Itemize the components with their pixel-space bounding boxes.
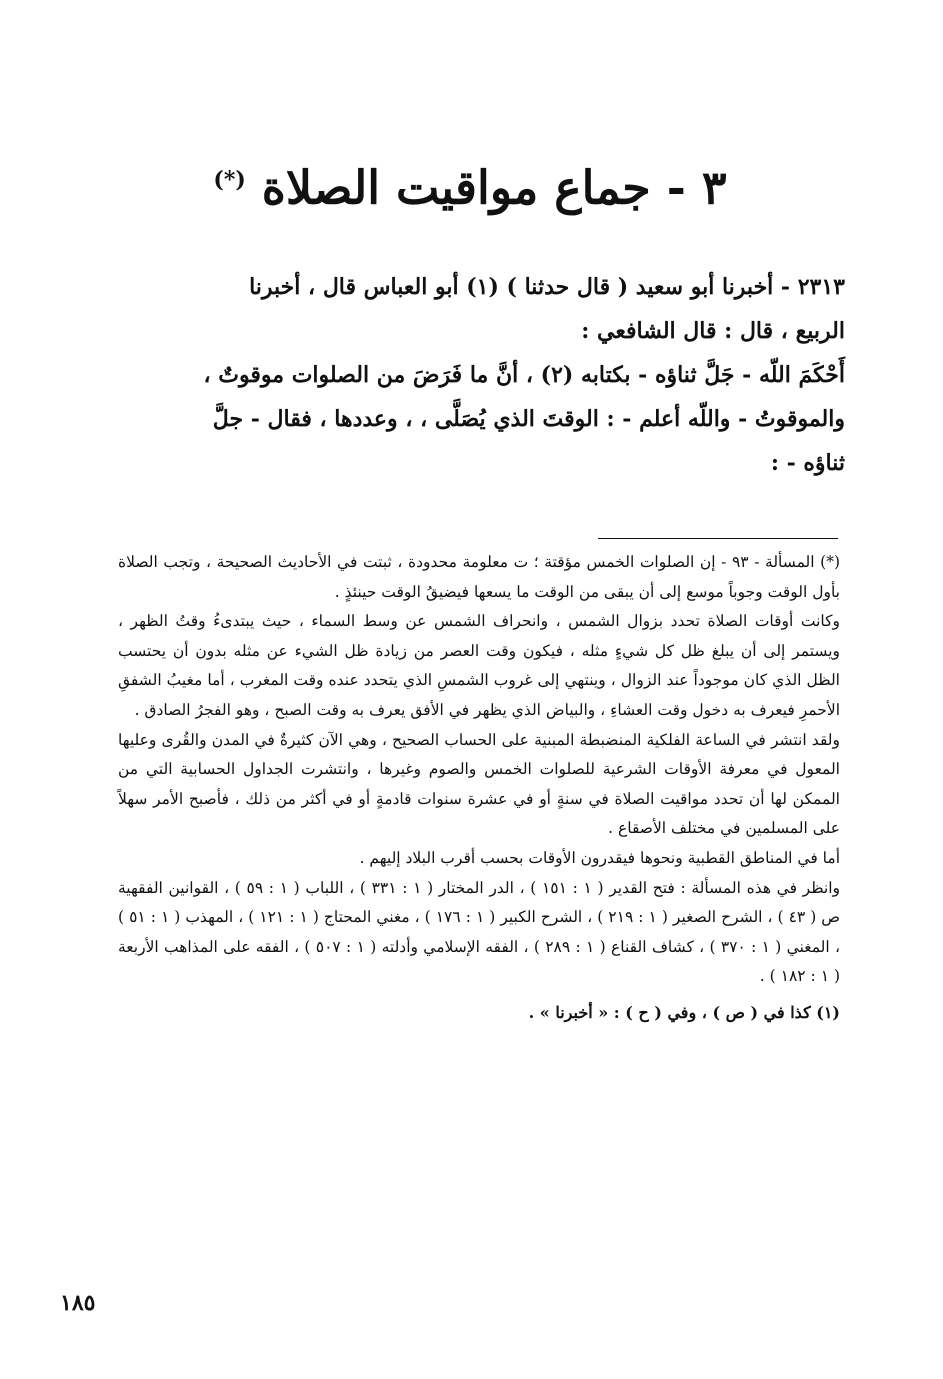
main-line-5: ثناؤه - : xyxy=(770,450,845,476)
footnote-divider xyxy=(598,538,838,539)
footnote-reference: (١) كذا في ( ص ) ، وفي ( ح ) : « أخبرنا » . xyxy=(528,1002,840,1022)
main-line-4: والموقوتُ - واللّه أعلم - : الوقتَ الذي يُصَلَّى ، ، وعددها ، فقال - جلَّ xyxy=(212,406,845,432)
footnote-paragraph-4: أما في المناطق القطبية ونحوها فيقدرون الأوقات بحسب أقرب البلاد إليهم . xyxy=(359,848,840,867)
page-number: ١٨٥ xyxy=(60,1290,96,1316)
main-line-2: الربيع ، قال : قال الشافعي : xyxy=(581,318,845,344)
footnote-paragraph-5: وانظر في هذه المسألة : فتح القدير ( ١ : ١٥١ ) ، الدر المختار ( ١ : ٣٣١ ) ، اللباب ( ١ : ٥٩ ) ، القوانين الفقهية ص ( ٤٣ ) ، الشرح الصغير ( ١ : ٢١٩ ) ، الشرح الكبير ( ١ : ١٧٦ ) ، مغني المحتاج ( ١ : ١٢١ ) ، المهذب ( ١ : ٥١ ) ، المغني ( ١ : ٣٧٠ ) ، كشاف القناع ( ١ : ٢٨٩ ) ، الفقه الإسلامي وأدلته ( ١ : ٥٠٧ ) ، الفقه على المذاهب الأربعة ( ١ : ١٨٢ ) . xyxy=(118,878,841,986)
chapter-title xyxy=(120,140,820,227)
footnote-paragraph-1: (*) المسألة - ٩٣ - إن الصلوات الخمس مؤقتة ؛ ت معلومة محدودة ، ثبتت في الأحاديث الصحيحة ، وتجب الصلاة بأول الوقت وجوباً موسع إلى أن يبقى من الوقت ما يسعها فيضيقُ الوقت حينئذٍ . xyxy=(118,553,840,601)
footnote-paragraph-2: وكانت أوقات الصلاة تحدد بزوال الشمس ، وانحراف الشمس عن وسط السماء ، حيث يبتدىءُ وقتُ الظهر ، ويستمر إلى أن يبلغ ظل كل شيءٍ مثله ، فيكون وقت العصر من زيادة ظل الشيء عن مثله بدون أن يحتسب الظل الذي كان موجوداً عند الزوال ، وينتهي إلى غروب الشمسِ الذي يتحدد عنده وقت المغرب ، أما مغيبُ الشفقِ الأحمرِ فيعرف به دخول وقت العشاءِ ، والبياض الذي يظهر في الأفق يعرف به وقت الصبح ، وهو الفجرُ الصادق . xyxy=(118,612,840,719)
footnotes xyxy=(118,548,840,1028)
chapter-title-text: ٣ - جماع مواقيت الصلاة xyxy=(261,160,727,215)
footnote-paragraph-3: ولقد انتشر في الساعة الفلكية المنضبطة المبنية على الحساب الصحيح ، وهي الآن كثيرةٌ في المدن والقُرى وعليها المعول في معرفة الأوقات الشرعية للصلوات الخمس والصوم وغيرها ، وانتشرت الجداول الحسابية التي من الممكن لها أن تحدد مواقيت الصلاة في سنةٍ أو في عشرة سنوات قادمةٍ أو في أكثر من ذلك ، فأصبح الأمر سهلاً على المسلمين في مختلف الأصقاع . xyxy=(118,730,840,838)
main-line-1: ٢٣١٣ - أخبرنا أبو سعيد ( قال حدثنا ) (١) أبو العباس قال ، أخبرنا xyxy=(249,274,845,300)
main-text xyxy=(115,265,845,485)
chapter-title-footnote-mark: (*) xyxy=(213,167,246,193)
main-line-3: أَحْكَمَ اللّه - جَلَّ ثناؤه - بكتابه (٢) ، أنَّ ما فَرَضَ من الصلوات موقوتٌ ، xyxy=(203,362,845,388)
